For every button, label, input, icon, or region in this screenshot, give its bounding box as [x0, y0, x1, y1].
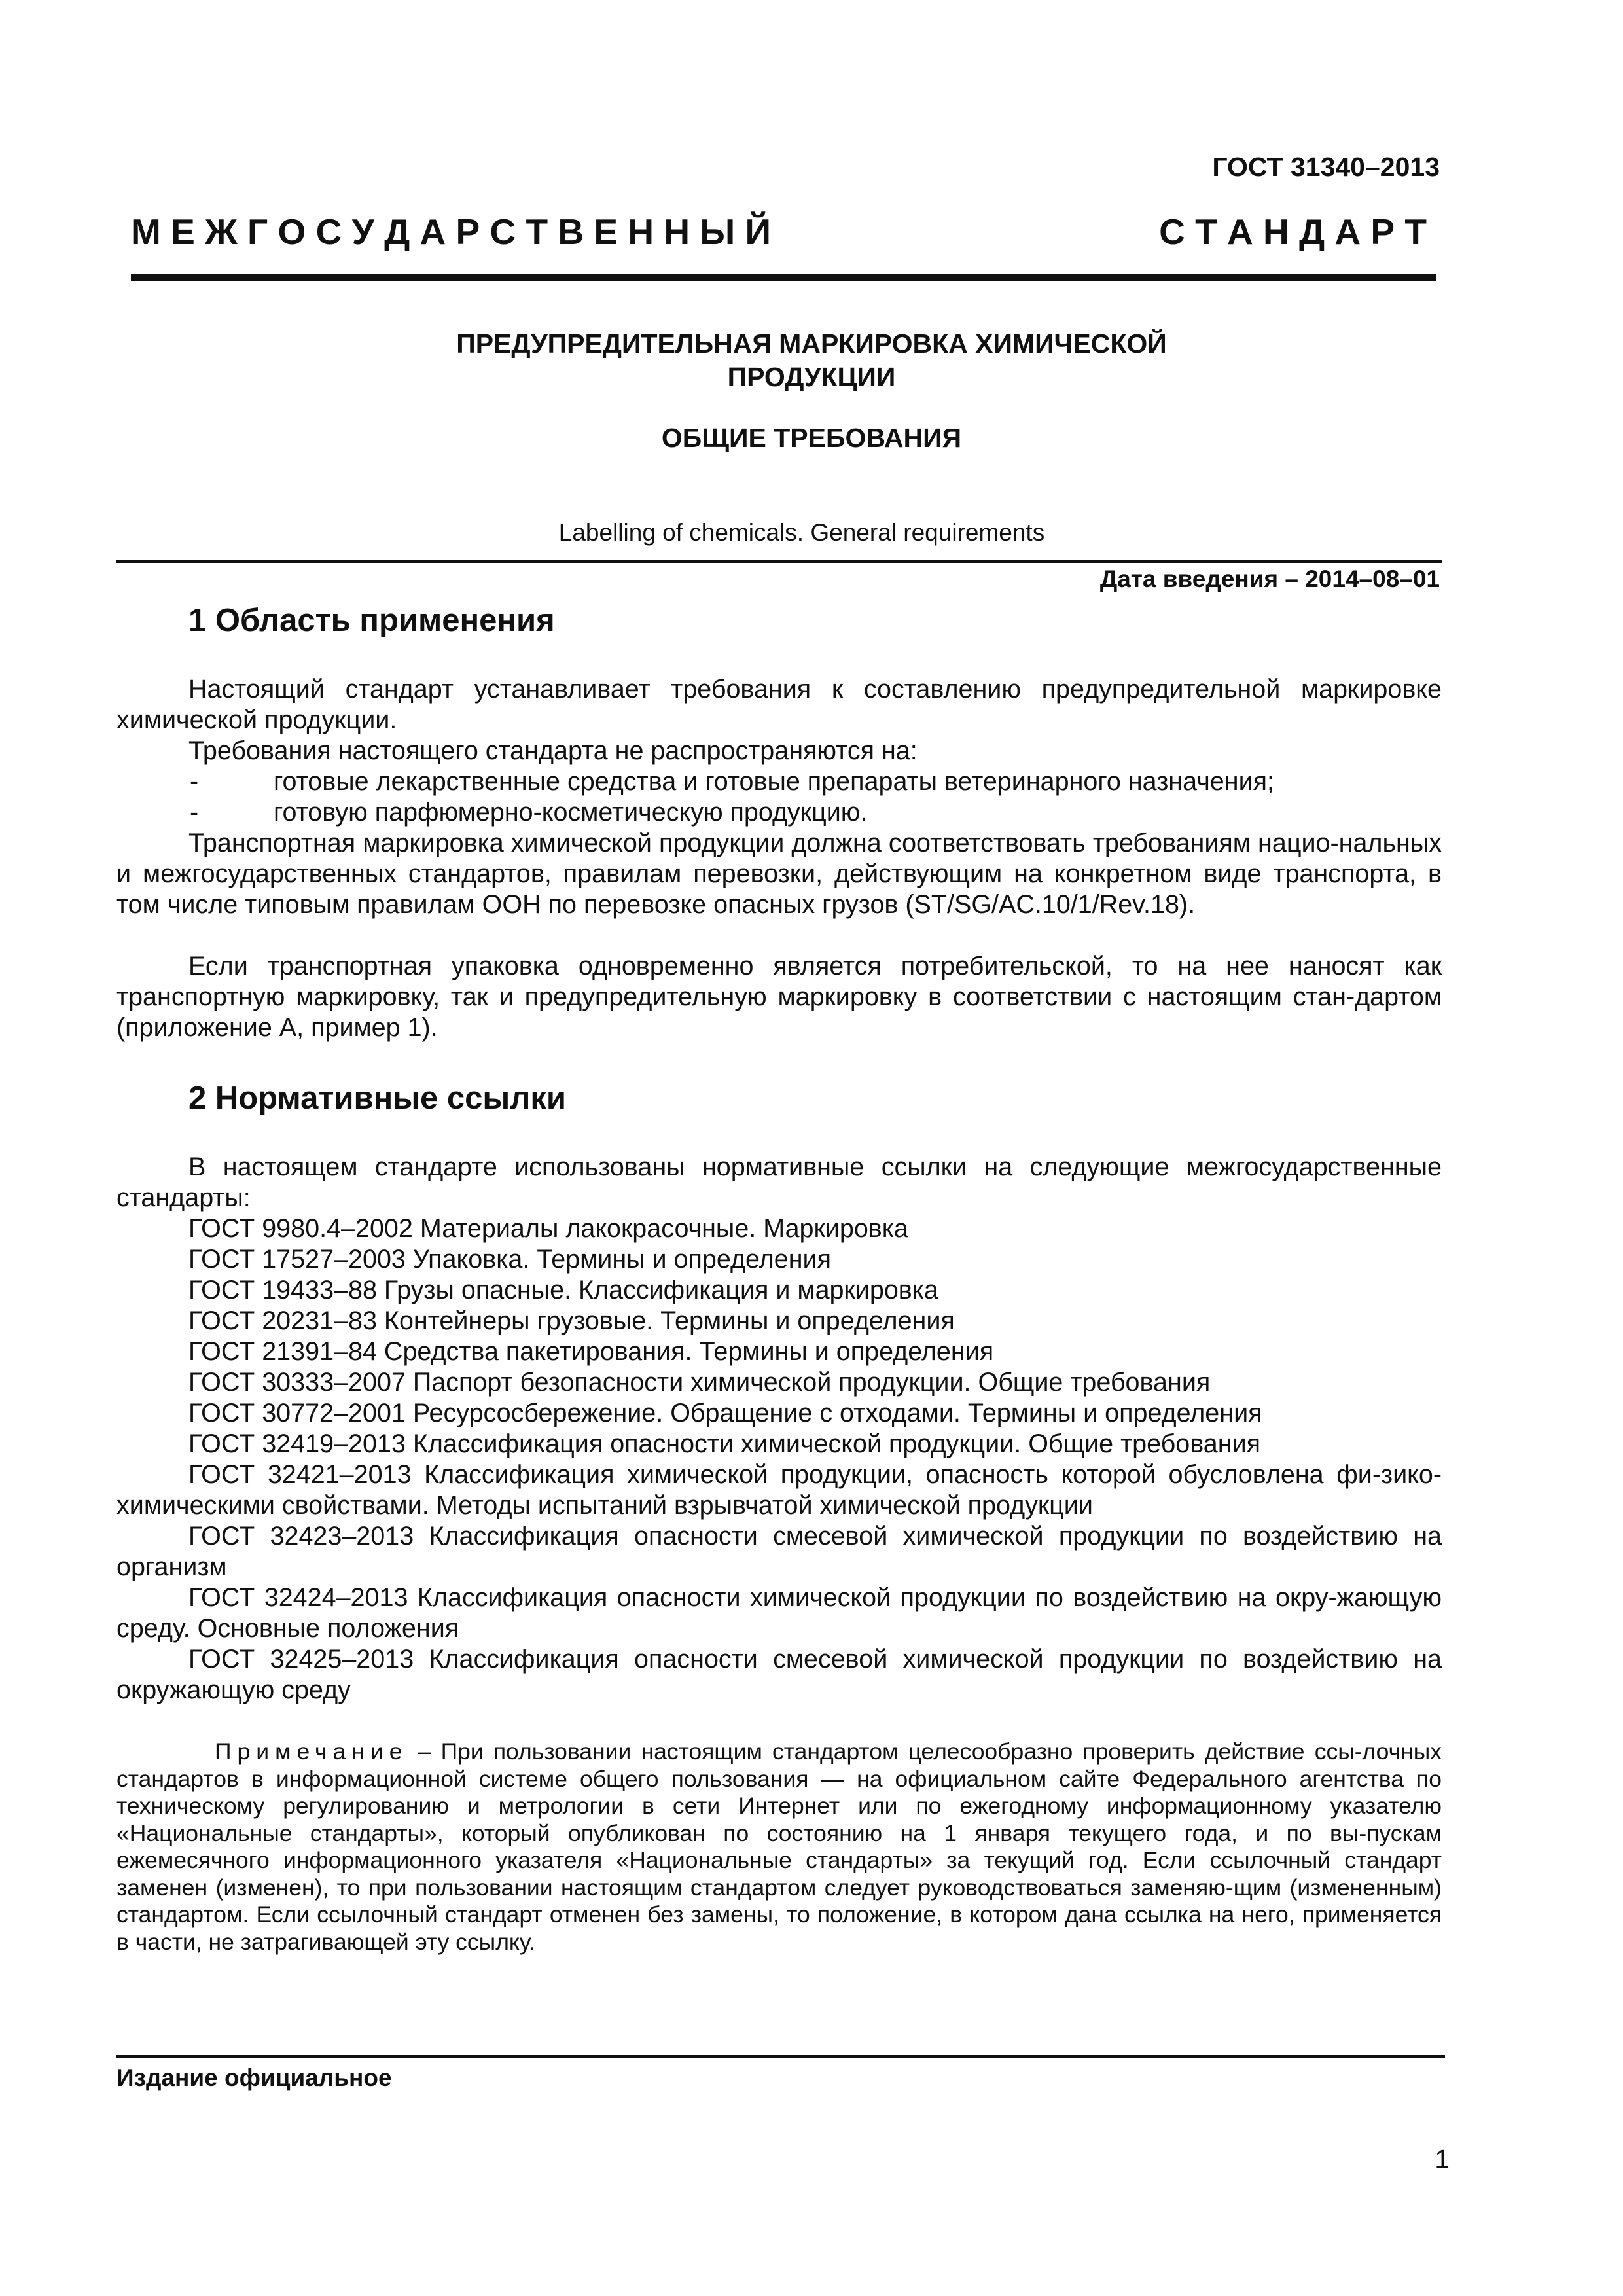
section-2-intro: В настоящем стандарте использованы нормативные ссылки на следующие межгосударственные стандарты:: [116, 1153, 1442, 1212]
document-subtitle: ОБЩИЕ ТРЕБОВАНИЯ: [661, 423, 962, 453]
reference-item: ГОСТ 32425–2013 Классификация опасности смесевой химической продукции по воздействию на окружающую среду: [116, 1645, 1442, 1704]
section-1-paragraph-4: Если транспортная упаковка одновременно является потребительской, то на нее наносят как транспортную маркировку, так и предупредительную маркировку в соответствии с настоящим стан-дартом (приложение А, пример 1).: [116, 952, 1442, 1042]
section-2-note: [116, 1738, 1442, 1956]
section-1-paragraph-1: Настоящий стандарт устанавливает требования к составлению предупредительной маркировке химической продукции.: [116, 675, 1442, 734]
interstate-word: М Е Ж Г О С У Д А Р С Т В Е Н Н Ы Й: [131, 211, 771, 252]
list-marker: -: [190, 798, 199, 827]
section-1-heading: 1 Область применения: [188, 603, 555, 638]
note-first-line: [116, 1738, 1442, 1956]
reference-item: ГОСТ 30772–2001 Ресурсосбережение. Обращение с отходами. Термины и определения: [188, 1399, 1262, 1427]
interstate-standard-banner: [131, 211, 1427, 253]
standard-word: С Т А Н Д А Р Т: [1159, 211, 1427, 252]
reference-item: ГОСТ 30333–2007 Паспорт безопасности химической продукции. Общие требования: [188, 1368, 1211, 1397]
document-number: ГОСТ 31340–2013: [1212, 152, 1440, 182]
reference-item: ГОСТ 32424–2013 Классификация опасности химической продукции по воздействию на окру-жающую среду. Основные положения: [116, 1583, 1442, 1643]
note-text: – При пользовании настоящим стандартом целесообразно проверить действие ссы-лочных стандартов в информационной системе общего пользования — на официальном сайте Федерального агентства по техническому регулированию и метрологии в сети Интернет или по ежегодному информационному указателю «Национальные стандарты», который опубликован по состоянию на 1 января текущего года, и по вы-пускам ежемесячного информационного указателя «Национальные стандарты» за текущий год. Если ссылочный стандарт заменен (изменен), то при пользовании настоящим стандартом следует руководствоваться заменяю-щим (измененным) стандартом. Если ссылочный стандарт отменен без замены, то положение, в котором дана ссылка на него, применяется в части, не затрагивающей эту ссылку.: [116, 1738, 1442, 1955]
document-title-line1: ПРЕДУПРЕДИТЕЛЬНАЯ МАРКИРОВКА ХИМИЧЕСКОЙ: [456, 329, 1167, 359]
title-divider: [116, 560, 1442, 563]
page-number: 1: [1435, 2144, 1450, 2174]
section-1-paragraph-2: Требования настоящего стандарта не распространяются на:: [188, 736, 918, 765]
note-label: Примечание: [215, 1738, 408, 1765]
section-1-paragraph-3: Транспортная маркировка химической продукции должна соответствовать требованиям нацио-нальных и межгосударственных стандартов, правилам перевозки, действующим на конкретном виде транспорта, в том числе типовым правилам ООН по перевозке опасных грузов (ST/SG/AC.10/1/Rev.18).: [116, 829, 1442, 919]
reference-item: ГОСТ 32423–2013 Классификация опасности смесевой химической продукции по воздействию на организм: [116, 1522, 1442, 1581]
section-2-heading: 2 Нормативные ссылки: [188, 1081, 566, 1116]
reference-item: ГОСТ 32419–2013 Классификация опасности химической продукции. Общие требования: [188, 1429, 1261, 1458]
footer-divider: [116, 2055, 1445, 2058]
reference-item: ГОСТ 9980.4–2002 Материалы лакокрасочные. Маркировка: [188, 1214, 908, 1243]
introduction-date: Дата введения – 2014–08–01: [1099, 565, 1440, 592]
list-item: готовую парфюмерно-косметическую продукцию.: [274, 798, 868, 827]
official-edition-label: Издание официальное: [116, 2064, 392, 2091]
list-item: готовые лекарственные средства и готовые препараты ветеринарного назначения;: [274, 767, 1275, 796]
list-marker: -: [190, 767, 199, 796]
reference-item: ГОСТ 21391–84 Средства пакетирования. Термины и определения: [188, 1337, 994, 1366]
reference-item: ГОСТ 32421–2013 Классификация химической продукции, опасность которой обусловлена фи-зико-химическими свойствами. Методы испытаний взрывчатой химической продукции: [116, 1460, 1442, 1520]
reference-item: ГОСТ 17527–2003 Упаковка. Термины и определения: [188, 1245, 831, 1274]
header-divider: [131, 274, 1436, 281]
reference-item: ГОСТ 20231–83 Контейнеры грузовые. Термины и определения: [188, 1306, 955, 1335]
english-title: Labelling of chemicals. General requirements: [558, 519, 1045, 546]
document-title-line2: ПРОДУКЦИИ: [727, 362, 896, 392]
reference-item: ГОСТ 19433–88 Грузы опасные. Классификация и маркировка: [188, 1276, 938, 1304]
